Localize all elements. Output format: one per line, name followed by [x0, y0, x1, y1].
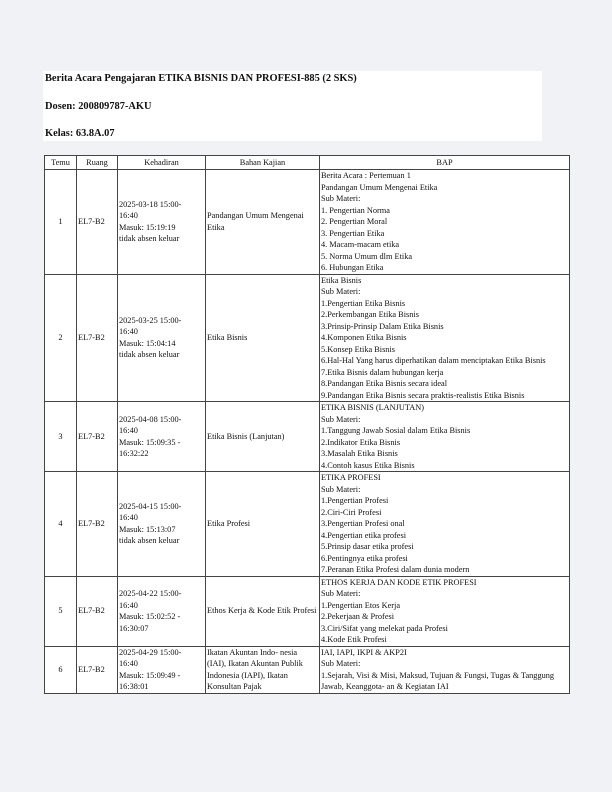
cell-bap [320, 576, 570, 646]
cell-bahan-kajian: Pandangan Umum Mengenai Etika [206, 170, 320, 275]
column-header-kehadiran: Kehadiran [118, 156, 206, 170]
cell-bap [320, 646, 570, 693]
cell-bahan-kajian: Etika Bisnis (Lanjutan) [206, 402, 320, 472]
bap-line: 3.Ciri/Sifat yang melekat pada Profesi [321, 623, 448, 633]
bap-line: Sub Materi: [321, 659, 361, 668]
cell-kehadiran [118, 274, 206, 402]
kehadiran-line: Masuk: 15:02:52 - [119, 612, 181, 621]
cell-kehadiran [118, 170, 206, 275]
bap-line: 6. Hubungan Etika [321, 263, 384, 272]
bap-line: 3.Prinsip-Prinsip Dalam Etika Bisnis [321, 321, 444, 331]
cell-bap [320, 274, 570, 402]
column-header-temu: Temu [45, 156, 77, 170]
bap-line: 3.Pengertian Profesi onal [321, 519, 405, 528]
kehadiran-line: Masuk: 15:09:35 - [119, 437, 181, 447]
cell-kehadiran [118, 576, 206, 646]
kehadiran-line: 16:40 [119, 426, 138, 435]
bap-line: 8.Pandangan Etika Bisnis secara ideal [321, 379, 448, 388]
kehadiran-line: Masuk: 15:19:19 [119, 222, 176, 232]
kehadiran-line: 16:40 [119, 600, 138, 610]
kehadiran-line: 16:32:22 [119, 449, 149, 458]
bap-line: Sub Materi: [321, 287, 361, 296]
column-header-bahan-kajian: Bahan Kajian [206, 156, 320, 170]
bap-line: Pandangan Umum Mengenai Etika [321, 182, 438, 192]
cell-temu: 5 [45, 576, 77, 646]
bap-line: 1.Pengertian Profesi [321, 496, 389, 505]
kehadiran-line: Masuk: 15:13:07 [119, 524, 176, 534]
bap-line: 3.Masalah Etika Bisnis [321, 449, 398, 458]
bap-line: 5.Prinsip dasar etika profesi [321, 542, 414, 551]
table-row [45, 274, 570, 402]
bap-line: 4.Contoh kasus Etika Bisnis [321, 460, 415, 470]
cell-bahan-kajian: Ethos Kerja & Kode Etik Profesi [206, 576, 320, 646]
bap-line: 2. Pengertian Moral [321, 217, 388, 226]
class-label: Kelas: 63.8A.07 [45, 128, 115, 139]
kehadiran-line: Masuk: 15:09:49 - [119, 670, 181, 680]
kehadiran-line: tidak absen keluar [119, 536, 180, 546]
bap-line: 2.Indikator Etika Bisnis [321, 437, 401, 447]
cell-temu: 1 [45, 170, 77, 275]
kehadiran-line: 16:40 [119, 327, 138, 337]
kehadiran-line: 2025-03-18 15:00- [119, 199, 182, 209]
column-header-bap: BAP [320, 156, 570, 170]
bap-line: Etika Bisnis [321, 275, 362, 285]
bap-line: 9.Pandangan Etika Bisnis secara praktis-realistis Etika Bisnis [321, 390, 525, 400]
cell-bap [320, 170, 570, 275]
cell-bahan-kajian: Etika Bisnis [206, 274, 320, 402]
bap-line: 2.Ciri-Ciri Profesi [321, 507, 382, 517]
lecturer-label: Dosen: 200809787-AKU [45, 101, 152, 112]
cell-ruang: EL7-B2 [77, 170, 118, 275]
cell-ruang: EL7-B2 [77, 576, 118, 646]
cell-bahan-kajian: Etika Profesi [206, 472, 320, 577]
kehadiran-line: 16:40 [119, 659, 138, 668]
kehadiran-line: 2025-04-29 15:00- [119, 647, 182, 657]
cell-bahan-kajian: Ikatan Akuntan Indo- nesia (IAI), Ikatan Akuntan Publik Indonesia (IAPI), Ikatan Konsultan Pajak [206, 646, 320, 693]
kehadiran-line: 2025-04-15 15:00- [119, 501, 182, 511]
cell-ruang: EL7-B2 [77, 472, 118, 577]
bap-line: Sub Materi: [321, 484, 361, 494]
kehadiran-line: 2025-04-22 15:00- [119, 589, 182, 598]
cell-bap [320, 402, 570, 472]
cell-ruang: EL7-B2 [77, 274, 118, 402]
cell-temu: 4 [45, 472, 77, 577]
kehadiran-line: 16:40 [119, 211, 138, 221]
bap-line: 7.Etika Bisnis dalam hubungan kerja [321, 367, 444, 377]
kehadiran-line: 16:40 [119, 513, 138, 523]
bap-line: ETIKA BISNIS (LANJUTAN) [321, 403, 425, 412]
bap-line: 4. Macam-macam etika [321, 240, 400, 249]
table-row [45, 646, 570, 693]
bap-line: 1.Pengertian Etika Bisnis [321, 298, 406, 308]
cell-ruang: EL7-B2 [77, 646, 118, 693]
bap-line: 5. Norma Umum dlm Etika [321, 251, 413, 261]
bap-line: 2.Pekerjaan & Profesi [321, 612, 395, 621]
bap-line: 1.Sejarah, Visi & Misi, Maksud, Tujuan & Fungsi, Tugas & Tanggung Jawab, Keanggota- an & Kegiatan IAI [321, 670, 555, 691]
bap-line: IAI, IAPI, IKPI & AKP2I [321, 647, 407, 657]
bap-line: 4.Kode Etik Profesi [321, 635, 387, 644]
bap-line: ETIKA PROFESI [321, 473, 381, 482]
kehadiran-line: 2025-03-25 15:00- [119, 315, 182, 325]
bap-line: 4.Komponen Etika Bisnis [321, 333, 407, 342]
document-title: Berita Acara Pengajaran ETIKA BISNIS DAN PROFESI-885 (2 SKS) [45, 73, 357, 84]
table-row [45, 576, 570, 646]
kehadiran-line: Masuk: 15:04:14 [119, 338, 176, 348]
cell-bap [320, 472, 570, 577]
bap-line: Sub Materi: [321, 194, 361, 203]
table-row [45, 402, 570, 472]
cell-temu: 2 [45, 274, 77, 402]
bap-line: 2.Perkembangan Etika Bisnis [321, 310, 419, 319]
column-header-ruang: Ruang [77, 156, 118, 170]
kehadiran-line: tidak absen keluar [119, 350, 180, 360]
bap-line: 1. Pengertian Norma [321, 205, 390, 215]
bap-line: 1.Tanggung Jawab Sosial dalam Etika Bisnis [321, 426, 471, 435]
kehadiran-line: 2025-04-08 15:00- [119, 414, 182, 424]
bap-line: 4.Pengertian etika profesi [321, 530, 407, 540]
bap-line: 1.Pengertian Etos Kerja [321, 600, 401, 610]
kehadiran-line: tidak absen keluar [119, 234, 180, 244]
bap-line: Berita Acara : Pertemuan 1 [321, 171, 411, 180]
bap-line: ETHOS KERJA DAN KODE ETIK PROFESI [321, 577, 477, 587]
bap-line: 6.Hal-Hal Yang harus diperhatikan dalam menciptakan Etika Bisnis [321, 356, 546, 365]
table-row [45, 170, 570, 275]
kehadiran-line: 16:30:07 [119, 623, 149, 633]
bap-line: 6.Pentingnya etika profesi [321, 553, 408, 563]
bap-line: 7.Peranan Etika Profesi dalam dunia modern [321, 565, 470, 574]
kehadiran-line: 16:38:01 [119, 682, 149, 691]
bap-line: Sub Materi: [321, 589, 361, 598]
cell-temu: 3 [45, 402, 77, 472]
cell-ruang: EL7-B2 [77, 402, 118, 472]
bap-table [44, 155, 570, 694]
cell-kehadiran [118, 402, 206, 472]
bap-line: Sub Materi: [321, 414, 361, 424]
cell-kehadiran [118, 646, 206, 693]
bap-line: 5.Konsep Etika Bisnis [321, 344, 395, 354]
table-header-row [45, 156, 570, 170]
cell-kehadiran [118, 472, 206, 577]
cell-temu: 6 [45, 646, 77, 693]
bap-line: 3. Pengertian Etika [321, 228, 385, 238]
table-row [45, 472, 570, 577]
